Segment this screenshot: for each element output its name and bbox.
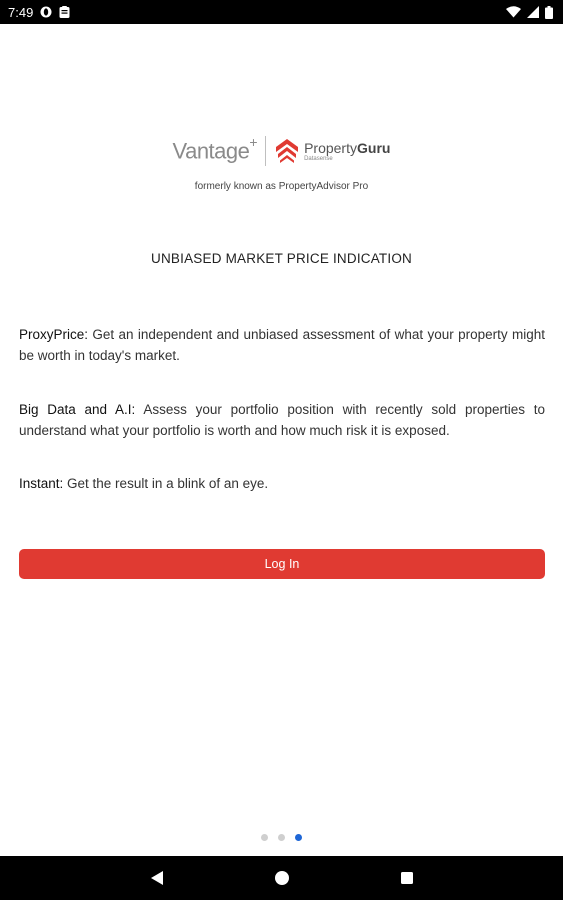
- app-logo: [0, 136, 563, 166]
- battery-icon: [545, 6, 553, 19]
- status-bar: [0, 0, 563, 24]
- feature-text: Get the result in a blink of an eye.: [63, 476, 269, 491]
- page-headline: UNBIASED MARKET PRICE INDICATION: [151, 251, 412, 266]
- feature-text: Get an independent and unbiased assessment of what your property might be worth in today's market.: [19, 327, 545, 363]
- home-icon[interactable]: [267, 863, 297, 893]
- page-indicator: [0, 834, 563, 841]
- formerly-known-caption: formerly known as PropertyAdvisor Pro: [194, 181, 369, 192]
- feature-term: ProxyPrice:: [19, 327, 89, 342]
- feature-term: Instant:: [19, 476, 64, 491]
- feature-proxyprice: [19, 324, 545, 366]
- propertyguru-mark-icon: [274, 137, 300, 165]
- login-button[interactable]: Log In: [19, 549, 545, 579]
- status-time: 7:49: [8, 4, 34, 20]
- page-dot[interactable]: [278, 834, 285, 841]
- page-dot[interactable]: [295, 834, 302, 841]
- back-icon[interactable]: [142, 863, 172, 893]
- wifi-icon: [506, 6, 521, 18]
- logo-divider: [265, 136, 266, 166]
- feature-term: Big Data and A.I:: [19, 402, 136, 417]
- feature-instant: [19, 473, 545, 494]
- propertyguru-logo: PropertyGuru Datasense: [274, 137, 390, 165]
- page-dot[interactable]: [261, 834, 268, 841]
- recents-icon[interactable]: [392, 863, 422, 893]
- feature-text: Assess your portfolio position with recently sold properties to understand what your portfolio is worth and how much risk it is exposed.: [19, 402, 545, 438]
- clipboard-icon: [59, 6, 70, 18]
- feature-big-data: [19, 399, 545, 441]
- navigation-bar: [0, 856, 563, 900]
- opera-icon: [40, 6, 52, 18]
- signal-icon: [527, 6, 539, 18]
- vantage-logo: Vantage+: [172, 134, 258, 164]
